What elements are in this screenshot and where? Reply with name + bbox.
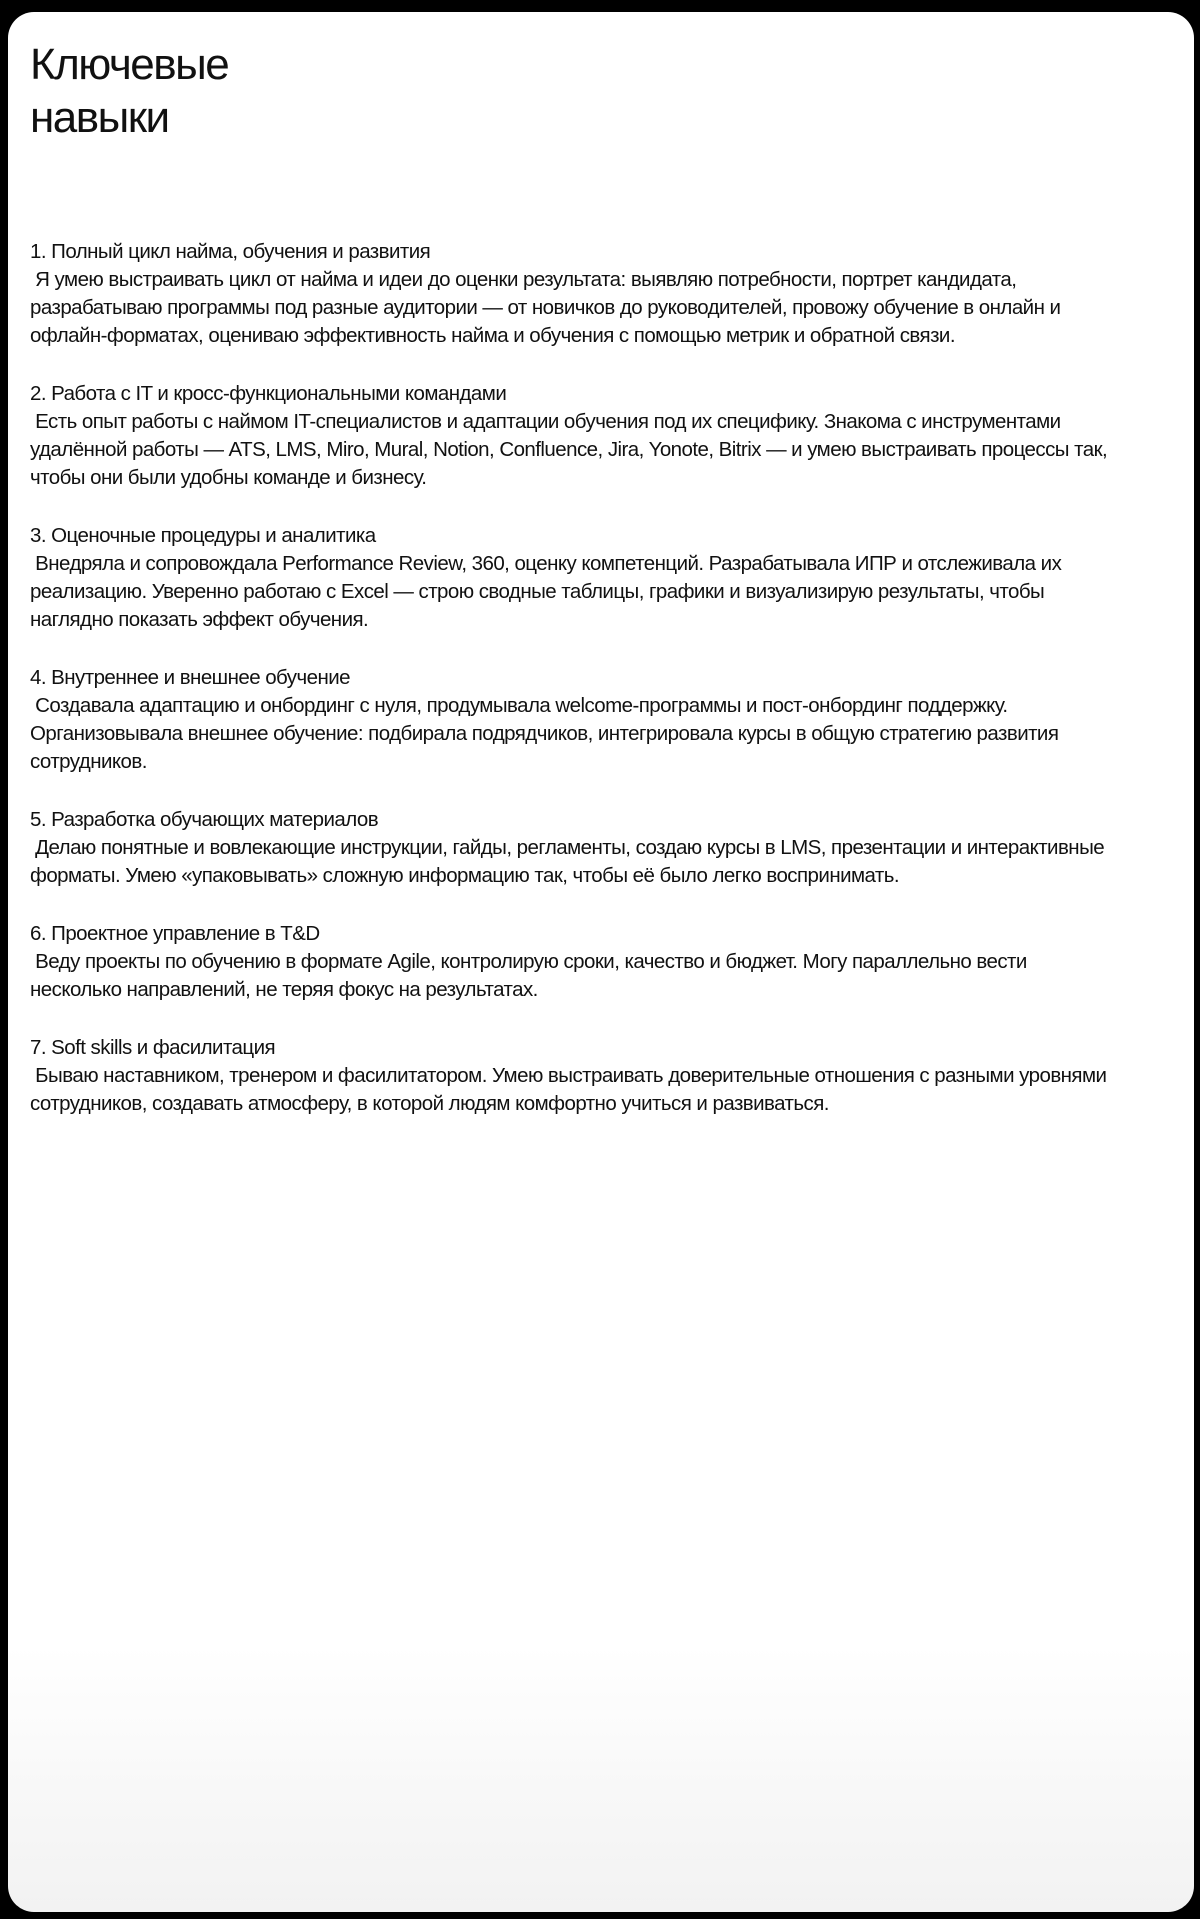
- skill-description: Веду проекты по обучению в формате Agile, контролирую сроки, качество и бюджет. Могу параллельно вести несколько направлений, не теряя фокус на результатах.: [30, 950, 1032, 1001]
- page-title-line-2: навыки: [30, 93, 169, 142]
- skill-item: [30, 522, 1120, 634]
- skill-title: 5. Разработка обучающих материалов: [30, 808, 379, 831]
- skill-description: Есть опыт работы с наймом IT-специалистов и адаптации обучения под их специфику. Знакома с инструментами удалённой работы — ATS, LMS, Miro, Mural, Notion, Confluence, Jira, Yonote, Bitrix — и умею выстраивать процессы так, чтобы они были удобны команде и бизнесу.: [30, 410, 1113, 489]
- skill-title: 4. Внутреннее и внешнее обучение: [30, 666, 350, 689]
- skill-description: Бываю наставником, тренером и фасилитатором. Умею выстраивать доверительные отношения с разными уровнями сотрудников, создавать атмосферу, в которой людям комфортно учиться и развиваться.: [30, 1064, 1112, 1115]
- skill-description: Создавала адаптацию и онбординг с нуля, продумывала welcome-программы и пост-онбординг поддержку. Организовывала внешнее обучение: подбирала подрядчиков, интегрировала курсы в общую стратегию развития сотрудников.: [30, 694, 1064, 773]
- skill-title: 7. Soft skills и фасилитация: [30, 1036, 276, 1059]
- skill-item: [30, 1034, 1120, 1118]
- page-title: [30, 38, 1170, 144]
- skill-item: [30, 238, 1120, 350]
- skill-item: [30, 664, 1120, 776]
- skill-title: 1. Полный цикл найма, обучения и развития: [30, 240, 431, 263]
- skill-title: 2. Работа с IT и кросс-функциональными командами: [30, 382, 507, 405]
- skill-item: [30, 380, 1120, 492]
- skills-list: [30, 238, 1170, 1118]
- skill-title: 3. Оценочные процедуры и аналитика: [30, 524, 376, 547]
- page-title-line-1: Ключевые: [30, 40, 229, 89]
- content-card: [8, 12, 1194, 1912]
- skill-title: 6. Проектное управление в T&D: [30, 922, 320, 945]
- skill-description: Делаю понятные и вовлекающие инструкции, гайды, регламенты, создаю курсы в LMS, презентации и интерактивные форматы. Умею «упаковывать» сложную информацию так, чтобы её было легко воспринимать.: [30, 836, 1110, 887]
- skill-item: [30, 920, 1120, 1004]
- skill-item: [30, 806, 1120, 890]
- skill-description: Я умею выстраивать цикл от найма и идеи до оценки результата: выявляю потребности, портрет кандидата, разрабатываю программы под разные аудитории — от новичков до руководителей, провожу обучение в онлайн и офлайн-форматах, оцениваю эффективность найма и обучения с помощью метрик и обратной связи.: [30, 268, 1066, 347]
- skill-description: Внедряла и сопровождала Performance Review, 360, оценку компетенций. Разрабатывала ИПР и отслеживала их реализацию. Уверенно работаю с Excel — строю сводные таблицы, графики и визуализирую результаты, чтобы наглядно показать эффект обучения.: [30, 552, 1067, 631]
